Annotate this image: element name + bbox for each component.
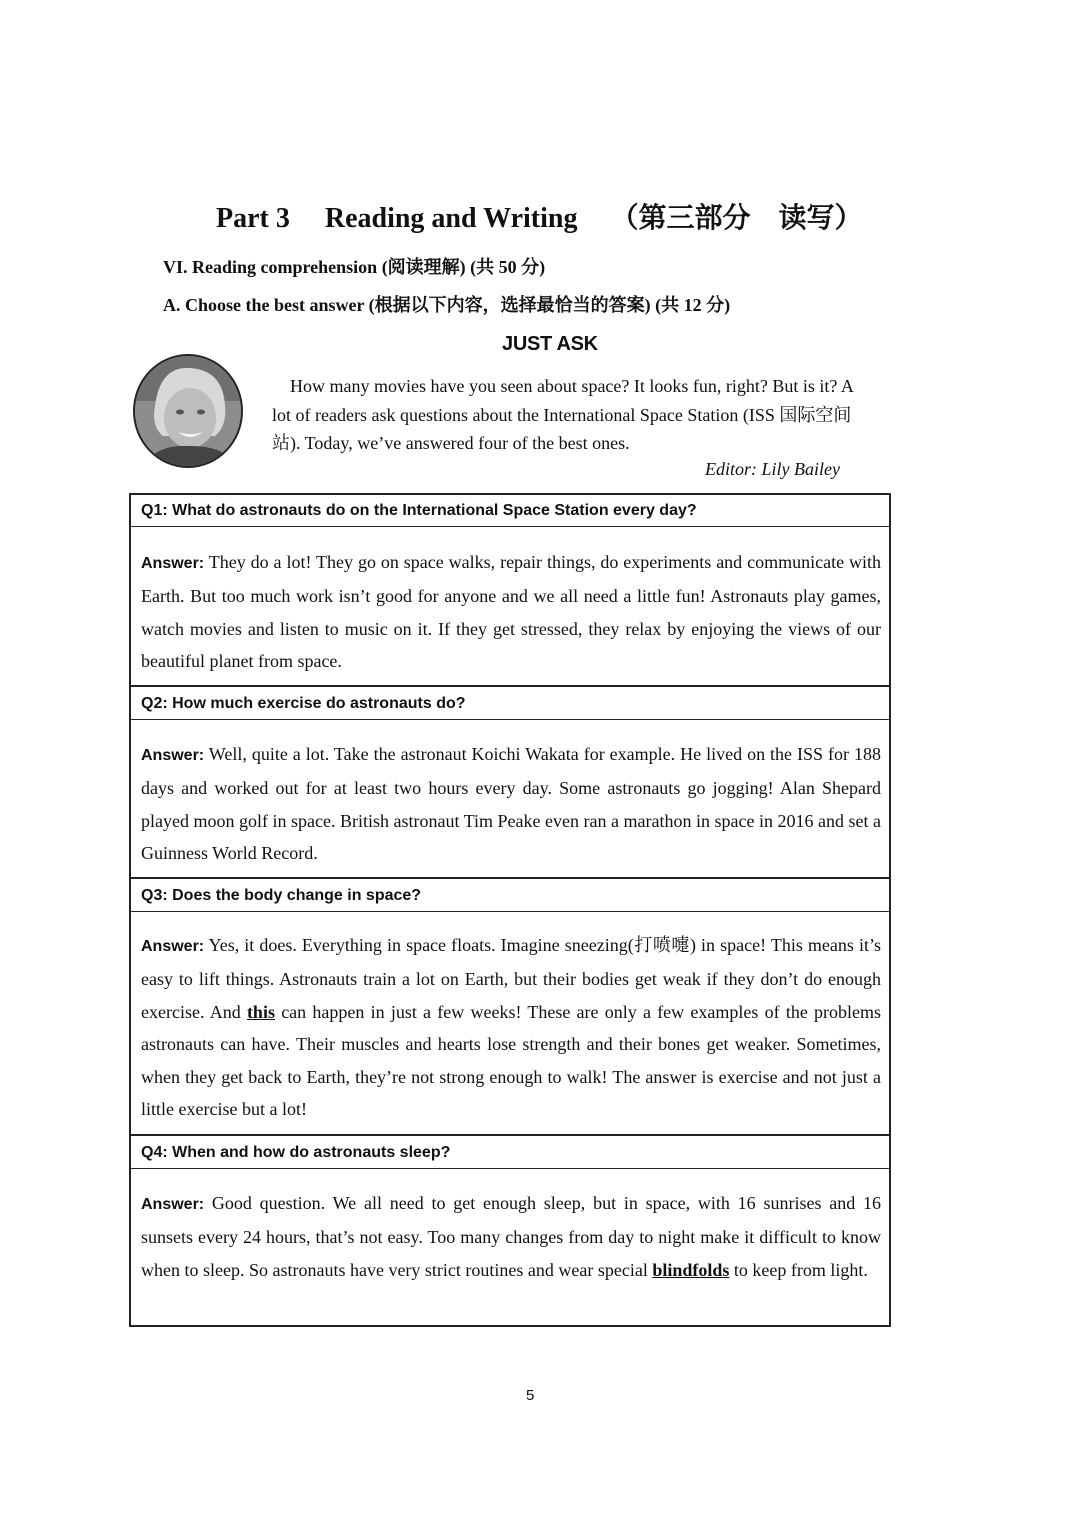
section-heading-a: A. Choose the best answer (根据以下内容，选择最恰当的答案) (共 12 分) — [163, 295, 731, 315]
answer-2-text: Well, quite a lot. Take the astronaut Koichi Wakata for example. He lived on the ISS for 188 days and worked out for at least two hours every day. Some astronauts go jogging! Alan Shepard played moon golf in space. British astronaut Tim Peake even ran a marathon in space in 2016 and set a Guinness World Record. — [141, 744, 881, 864]
section-heading-vi: VI. Reading comprehension (阅读理解) (共 50 分) — [163, 257, 546, 277]
editor-portrait-icon — [133, 354, 243, 468]
qa-table — [129, 493, 891, 1327]
part-name: Reading and Writing — [324, 203, 578, 234]
answer-1-text: They do a lot! They go on space walks, repair things, do experiments and communicate with Earth. But too much work isn’t good for anyone and we all need a little fun! Astronauts play games, watch movies and listen to music on it. If they get stressed, they relax by enjoying the views of our beautiful planet from space. — [141, 552, 881, 672]
question-3: Q3: Does the body change in space? — [131, 880, 889, 912]
answer-label: Answer: — [141, 1196, 205, 1213]
answer-label: Answer: — [141, 938, 205, 955]
article-title: JUST ASK — [502, 333, 598, 355]
answer-label: Answer: — [141, 555, 205, 572]
answer-3-text-before: Yes, it does. Everything in space floats. Imagine sneezing(打喷嚏) in space! This means it’s easy to lift things. Astronauts train a lot on Earth, but their bodies get weak if they don’t do enough exercise. And — [141, 935, 881, 1022]
part-name-chinese: （第三部分 读写） — [610, 203, 863, 234]
question-1: Q1: What do astronauts do on the International Space Station every day? — [131, 495, 889, 527]
question-4: Q4: When and how do astronauts sleep? — [131, 1137, 889, 1169]
answer-4 — [141, 1187, 881, 1286]
divider — [131, 685, 889, 687]
answer-4-text-after: to keep from light. — [733, 1259, 868, 1280]
question-2: Q2: How much exercise do astronauts do? — [131, 688, 889, 720]
divider — [131, 1134, 889, 1136]
underlined-word-blindfolds: blindfolds — [652, 1259, 730, 1280]
portrait-image — [135, 356, 241, 466]
page-number: 5 — [526, 1387, 535, 1404]
part-number: Part 3 — [216, 203, 290, 234]
editor-credit: Editor: Lily Bailey — [705, 459, 840, 479]
answer-1 — [141, 546, 881, 678]
article-intro: How many movies have you seen about space? It looks fun, right? But is it? A lot of readers ask questions about the International Space Station (ISS 国际空间站). Today, we’ve answered four of the best ones. — [272, 376, 853, 453]
part-title — [216, 196, 862, 236]
answer-label: Answer: — [141, 747, 205, 764]
answer-2 — [141, 738, 881, 870]
answer-4-text-before: Good question. We all need to get enough sleep, but in space, with 16 sunrises and 16 sunsets every 24 hours, that’s not easy. Too many changes from day to night make it difficult to know when to sleep. So astronauts have very strict routines and wear special — [141, 1193, 881, 1280]
divider — [131, 877, 889, 879]
underlined-word-this: this — [246, 1001, 275, 1022]
answer-3 — [141, 929, 881, 1125]
answer-3-text-after: can happen in just a few weeks! These are only a few examples of the problems astronauts can have. Their muscles and hearts lose strength and their bones get weaker. Sometimes, when they get back to Earth, they’re not strong enough to walk! The answer is exercise and not just a little exercise but a lot! — [141, 1001, 882, 1120]
